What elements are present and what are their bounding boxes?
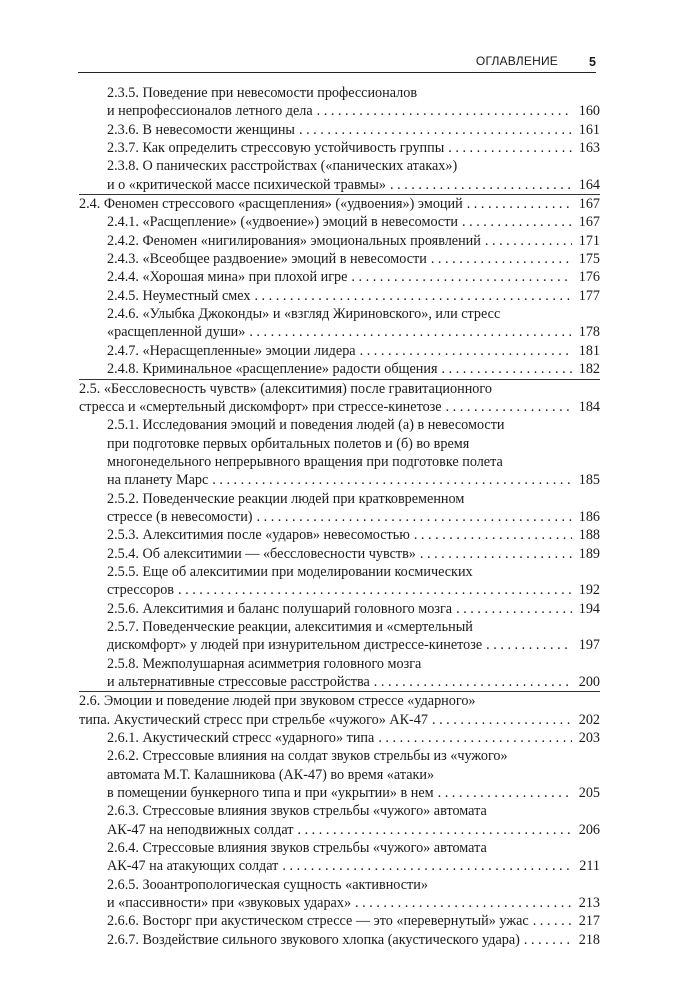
toc-entry-title: 2.6. Эмоции и поведение людей при звуковом стрессе «ударного» (79, 693, 476, 710)
toc-entry-title: 2.4.4. «Хорошая мина» при плохой игре (107, 269, 348, 286)
toc-entry-title: 2.4.2. Феномен «нигилирования» эмоциональных проявлений (107, 232, 481, 249)
toc-page-number: 203 (578, 730, 600, 747)
toc-entry-title: 2.5. «Бессловесность чувств» (алекситимия) после гравитационного (79, 380, 492, 397)
toc-page-number: 188 (578, 527, 600, 544)
toc-entry-title: 2.5.3. Алекситимия после «ударов» невесомостью (107, 527, 410, 544)
page-number: 5 (589, 55, 596, 69)
toc-page-number: 217 (578, 913, 600, 930)
dot-leader (533, 912, 572, 930)
toc-subsection-entry[interactable] (79, 526, 600, 544)
toc-entry-title: в помещении бункерного типа и при «укрытии» в нем (107, 785, 434, 802)
toc-entry-title: 2.4.5. Неуместный смех (107, 287, 251, 304)
toc-entry-title: 2.4.3. «Всеобщее раздвоение» эмоций в невесомости (107, 251, 427, 268)
toc-page-number: 167 (578, 196, 600, 213)
toc-entry-title: 2.3.5. Поведение при невесомости профессионалов (107, 85, 418, 101)
toc-entry-title: 2.6.2. Стрессовые влияния на солдат звуков стрельбы из «чужого» (107, 748, 508, 765)
toc-entry-title: 2.5.1. Исследования эмоций и поведения людей (а) в невесомости (107, 417, 505, 434)
toc-subsection-entry[interactable] (79, 305, 600, 342)
toc-subsection-entry[interactable] (79, 84, 600, 121)
toc-subsection-entry[interactable] (79, 416, 600, 489)
toc-page-number: 171 (578, 232, 600, 249)
dot-leader (446, 398, 572, 416)
toc-subsection-entry[interactable] (79, 729, 600, 747)
toc-entry-title: 2.4.6. «Улыбка Джоконды» и «взгляд Жириновского», или стресс (107, 306, 501, 323)
toc-subsection-entry[interactable] (79, 232, 600, 250)
toc-subsection-entry[interactable] (79, 839, 600, 876)
toc-entry-title: и альтернативные стрессовые расстройства (107, 674, 370, 690)
dot-leader (351, 268, 572, 286)
toc-entry-title: 2.5.2. Поведенческие реакции людей при кратковременном (107, 490, 465, 507)
toc-page-number: 200 (578, 674, 600, 690)
toc-subsection-entry[interactable] (79, 912, 600, 930)
toc-page-number: 177 (578, 287, 600, 304)
toc-entry-title: 2.6.5. Зооантропологическая сущность «активности» (107, 876, 428, 893)
toc-entry-title: и о «критической массе психической травмы» (107, 176, 387, 193)
toc-entry-title: 2.6.6. Восторг при акустическом стрессе — это «перевернутый» ужас (107, 913, 529, 930)
toc-page-number: 202 (578, 711, 600, 728)
toc-page-number: 160 (578, 103, 600, 120)
toc-subsection-entry[interactable] (79, 655, 600, 692)
running-header (78, 50, 596, 73)
toc-entry-title: 2.3.6. В невесомости женщины (107, 121, 295, 138)
toc-entry-title: дискомфорт» у людей при изнурительном дистрессе-кинетозе (107, 637, 483, 654)
toc-subsection-entry[interactable] (79, 342, 600, 360)
toc-subsection-entry[interactable] (79, 287, 600, 305)
toc-entry-title: при подготовке первых орбитальных полетов и (б) во время (107, 435, 470, 452)
toc-entry-title: 2.5.4. Об алекситимии — «бессловесности чувств» (107, 545, 416, 562)
dot-leader (360, 342, 572, 360)
toc-entry-title: стрессе (в невесомости) (107, 508, 253, 525)
toc-page-number: 167 (578, 214, 600, 231)
dot-leader (374, 673, 572, 691)
toc-entry-title: 2.4.8. Криминальное «расщепление» радости общения (107, 361, 438, 378)
toc-page-number: 176 (578, 269, 600, 286)
dot-leader (355, 894, 572, 912)
toc-page-number: 163 (578, 140, 600, 157)
toc-section-entry[interactable] (79, 195, 600, 213)
toc-subsection-entry[interactable] (79, 139, 600, 157)
toc-subsection-entry[interactable] (79, 268, 600, 286)
toc-page-number: 178 (578, 324, 600, 341)
toc-entry-title: 2.5.5. Еще об алекситимии при моделировании космических (107, 563, 473, 580)
dot-leader (431, 250, 572, 268)
toc-entry-title: и непрофессионалов летного дела (107, 103, 313, 120)
dot-leader (438, 784, 572, 802)
dot-leader (297, 821, 572, 839)
toc-entry-title: 2.5.8. Межполушарная асимметрия головного мозга (107, 655, 422, 672)
toc-section-entry[interactable] (79, 380, 600, 417)
toc-entry-title: стресса и «смертельный дискомфорт» при стрессе-кинетозе (79, 398, 442, 415)
toc-entry-title: многонедельного непрерывного вращения при подготовке полета (107, 453, 503, 470)
toc-entry-title: 2.5.7. Поведенческие реакции, алекситимия и «смертельный (107, 618, 473, 635)
toc-entry-title: АК-47 на атакующих солдат (107, 858, 279, 875)
toc-subsection-entry[interactable] (79, 747, 600, 802)
toc-page-number: 186 (578, 508, 600, 525)
dot-leader (524, 931, 572, 949)
dot-leader (432, 711, 572, 729)
toc-subsection-entry[interactable] (79, 802, 600, 839)
toc-subsection-entry[interactable] (79, 157, 600, 194)
toc-subsection-entry[interactable] (79, 618, 600, 655)
dot-leader (249, 323, 572, 341)
dot-leader (212, 471, 572, 489)
dot-leader (254, 287, 572, 305)
toc-entry-title: 2.4. Феномен стрессового «расщепления» («удвоения») эмоций (79, 196, 463, 213)
dot-leader (420, 545, 572, 563)
dot-leader (462, 213, 572, 231)
toc-entry-title: «расщепленной души» (107, 324, 246, 341)
toc-subsection-entry[interactable] (79, 213, 600, 231)
toc-page-number: 175 (578, 251, 600, 268)
toc-entry-title: АК-47 на неподвижных солдат (107, 821, 294, 838)
dot-leader (414, 526, 572, 544)
toc-page-number: 213 (578, 895, 600, 912)
toc-entry-title: стрессоров (107, 582, 174, 599)
header-title: ОГЛАВЛЕНИЕ (475, 54, 558, 68)
toc-entry-title: типа. Акустический стресс при стрельбе «чужого» АК-47 (79, 711, 428, 728)
toc-subsection-entry[interactable] (79, 931, 600, 949)
toc-subsection-entry[interactable] (79, 121, 600, 139)
toc-entry-title: 2.4.1. «Расщепление» («удвоение») эмоций в невесомости (107, 214, 459, 231)
toc-entry-title: на планету Марс (107, 472, 209, 489)
toc-entry-title: 2.5.6. Алекситимия и баланс полушарий головного мозга (107, 600, 453, 617)
dot-leader (442, 360, 573, 378)
toc-page-number: 206 (578, 821, 600, 838)
toc-subsection-entry[interactable] (79, 250, 600, 268)
toc-page-number: 205 (578, 785, 600, 802)
toc-page-number: 192 (578, 582, 600, 599)
toc-subsection-entry[interactable] (79, 563, 600, 600)
toc-page-number: 218 (578, 931, 600, 948)
dot-leader (456, 600, 572, 618)
toc-entry-title: 2.6.3. Стрессовые влияния звуков стрельбы «чужого» автомата (107, 803, 487, 820)
dot-leader (448, 139, 572, 157)
toc-subsection-entry[interactable] (79, 490, 600, 527)
dot-leader (282, 857, 572, 875)
dot-leader (317, 102, 572, 120)
dot-leader (486, 636, 572, 654)
toc-entry-title: 2.4.7. «Нерасщепленные» эмоции лидера (107, 342, 356, 359)
dot-leader (390, 176, 572, 194)
toc-subsection-entry[interactable] (79, 545, 600, 563)
toc-page-number: 185 (578, 472, 600, 489)
toc-subsection-entry[interactable] (79, 876, 600, 913)
table-of-contents (79, 84, 600, 949)
dot-leader (378, 729, 572, 747)
dot-leader (178, 581, 572, 599)
toc-entry-title: 2.6.7. Воздействие сильного звукового хлопка (акустического удара) (107, 931, 520, 948)
toc-subsection-entry[interactable] (79, 600, 600, 618)
toc-entry-title: 2.3.7. Как определить стрессовую устойчивость группы (107, 140, 445, 157)
toc-subsection-entry[interactable] (79, 360, 600, 378)
toc-entry-title: и «пассивности» при «звуковых ударах» (107, 895, 352, 912)
toc-page-number: 161 (578, 121, 600, 138)
toc-page-number: 211 (579, 858, 600, 875)
toc-page-number: 164 (578, 176, 600, 193)
toc-page-number: 182 (578, 361, 600, 378)
toc-page-number: 184 (578, 398, 600, 415)
toc-entry-title: 2.6.4. Стрессовые влияния звуков стрельбы «чужого» автомата (107, 840, 487, 857)
dot-leader (467, 195, 572, 213)
dot-leader (257, 508, 572, 526)
toc-page-number: 194 (578, 600, 600, 617)
toc-section-entry[interactable] (79, 692, 600, 729)
toc-page-number: 197 (578, 637, 600, 654)
dot-leader (299, 121, 572, 139)
toc-page-number: 181 (578, 342, 600, 359)
toc-entry-title: автомата М.Т. Калашникова (АК-47) во время «атаки» (107, 766, 435, 783)
dot-leader (485, 232, 572, 250)
toc-entry-title: 2.3.8. О панических расстройствах («панических атаках») (107, 158, 458, 175)
toc-entry-title: 2.6.1. Акустический стресс «ударного» типа (107, 730, 375, 747)
toc-page-number: 189 (578, 545, 600, 562)
